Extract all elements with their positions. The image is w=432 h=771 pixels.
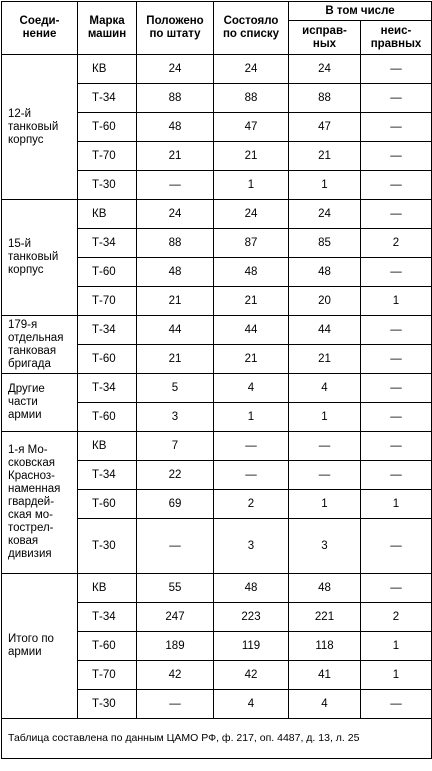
planned-count: 22 (137, 461, 214, 490)
actual-count: 24 (214, 200, 289, 229)
vehicle-model: Т-60 (78, 345, 137, 374)
serviceable-count: 24 (289, 55, 361, 84)
serviceable-count: 48 (289, 258, 361, 287)
planned-count: 88 (137, 229, 214, 258)
actual-count: 1 (214, 171, 289, 200)
actual-count: 223 (214, 603, 289, 632)
planned-count: 21 (137, 142, 214, 171)
planned-count: — (137, 519, 214, 574)
unserviceable-count: — (361, 345, 432, 374)
vehicle-model: Т-70 (78, 661, 137, 690)
planned-count: 69 (137, 490, 214, 519)
planned-count: — (137, 171, 214, 200)
actual-count: 1 (214, 403, 289, 432)
planned-count: 3 (137, 403, 214, 432)
planned-count: 21 (137, 287, 214, 316)
serviceable-count: 44 (289, 316, 361, 345)
vehicle-model: Т-60 (78, 258, 137, 287)
actual-count: 21 (214, 287, 289, 316)
table-row (2, 316, 432, 345)
unserviceable-count: — (361, 574, 432, 603)
unserviceable-count: — (361, 113, 432, 142)
unserviceable-count: — (361, 258, 432, 287)
vehicle-model: Т-34 (78, 603, 137, 632)
planned-count: 21 (137, 345, 214, 374)
planned-count: 48 (137, 258, 214, 287)
vehicle-model: Т-60 (78, 113, 137, 142)
serviceable-count: 48 (289, 574, 361, 603)
unserviceable-count: — (361, 403, 432, 432)
vehicle-model: Т-60 (78, 632, 137, 661)
unit-name: Итого по армии (2, 574, 78, 719)
actual-count: 4 (214, 690, 289, 719)
header-unit: Соеди- нение (2, 2, 78, 55)
unserviceable-count: 1 (361, 661, 432, 690)
vehicle-model: Т-34 (78, 229, 137, 258)
planned-count: — (137, 690, 214, 719)
vehicle-model: Т-60 (78, 403, 137, 432)
table-row (2, 574, 432, 603)
header-serviceable: исправ- ных (289, 21, 361, 55)
table-row (2, 374, 432, 403)
unit-name: 12-й танковый корпус (2, 55, 78, 200)
tank-strength-table (1, 1, 432, 759)
unserviceable-count: 1 (361, 632, 432, 661)
planned-count: 7 (137, 432, 214, 461)
header-planned: Положено по штату (137, 2, 214, 55)
vehicle-model: Т-34 (78, 461, 137, 490)
actual-count: 44 (214, 316, 289, 345)
header-unserviceable: неис- правных (361, 21, 432, 55)
unserviceable-count: — (361, 200, 432, 229)
planned-count: 24 (137, 55, 214, 84)
unserviceable-count: — (361, 374, 432, 403)
serviceable-count: 221 (289, 603, 361, 632)
actual-count: 119 (214, 632, 289, 661)
serviceable-count: 4 (289, 374, 361, 403)
serviceable-count: 1 (289, 403, 361, 432)
vehicle-model: Т-30 (78, 690, 137, 719)
table-body (2, 55, 432, 719)
planned-count: 55 (137, 574, 214, 603)
actual-count: 88 (214, 84, 289, 113)
header-actual: Состояло по списку (214, 2, 289, 55)
serviceable-count: 21 (289, 142, 361, 171)
actual-count: 4 (214, 374, 289, 403)
vehicle-model: КВ (78, 432, 137, 461)
table-row (2, 200, 432, 229)
table-row (2, 432, 432, 461)
actual-count: 2 (214, 490, 289, 519)
actual-count: 21 (214, 142, 289, 171)
planned-count: 24 (137, 200, 214, 229)
unserviceable-count: — (361, 432, 432, 461)
planned-count: 5 (137, 374, 214, 403)
unit-name: 15-й танковый корпус (2, 200, 78, 316)
source-footnote: Таблица составлена по данным ЦАМО РФ, ф. 217, оп. 4487, д. 13, л. 25 (2, 719, 432, 759)
serviceable-count: 21 (289, 345, 361, 374)
unserviceable-count: — (361, 84, 432, 113)
vehicle-model: Т-34 (78, 316, 137, 345)
planned-count: 247 (137, 603, 214, 632)
serviceable-count: 24 (289, 200, 361, 229)
planned-count: 48 (137, 113, 214, 142)
unserviceable-count: 1 (361, 490, 432, 519)
unserviceable-count: 2 (361, 229, 432, 258)
unserviceable-count: — (361, 316, 432, 345)
actual-count: 87 (214, 229, 289, 258)
unserviceable-count: 1 (361, 287, 432, 316)
vehicle-model: Т-70 (78, 142, 137, 171)
actual-count: 24 (214, 55, 289, 84)
planned-count: 44 (137, 316, 214, 345)
actual-count: 48 (214, 258, 289, 287)
unserviceable-count: — (361, 142, 432, 171)
serviceable-count: 118 (289, 632, 361, 661)
vehicle-model: Т-60 (78, 490, 137, 519)
vehicle-model: КВ (78, 55, 137, 84)
vehicle-model: Т-34 (78, 84, 137, 113)
serviceable-count: — (289, 432, 361, 461)
serviceable-count: 1 (289, 490, 361, 519)
unserviceable-count: 2 (361, 603, 432, 632)
table-row (2, 55, 432, 84)
vehicle-model: КВ (78, 200, 137, 229)
planned-count: 42 (137, 661, 214, 690)
actual-count: 48 (214, 574, 289, 603)
vehicle-model: Т-70 (78, 287, 137, 316)
unserviceable-count: — (361, 519, 432, 574)
actual-count: 3 (214, 519, 289, 574)
serviceable-count: 85 (289, 229, 361, 258)
actual-count: 21 (214, 345, 289, 374)
unit-name: Другие части армии (2, 374, 78, 432)
actual-count: 47 (214, 113, 289, 142)
serviceable-count: 3 (289, 519, 361, 574)
serviceable-count: 4 (289, 690, 361, 719)
vehicle-model: Т-34 (78, 374, 137, 403)
unserviceable-count: — (361, 461, 432, 490)
unit-name: 1-я Мо- сковская Красноз- наменная гвардей- ская мо- тострел- ковая дивизия (2, 432, 78, 574)
unserviceable-count: — (361, 690, 432, 719)
actual-count: — (214, 432, 289, 461)
actual-count: — (214, 461, 289, 490)
serviceable-count: 1 (289, 171, 361, 200)
planned-count: 88 (137, 84, 214, 113)
header-including: В том числе (289, 2, 432, 21)
vehicle-model: Т-30 (78, 171, 137, 200)
planned-count: 189 (137, 632, 214, 661)
unit-name: 179-я отдельная танковая бригада (2, 316, 78, 374)
unserviceable-count: — (361, 55, 432, 84)
header-model: Марка машин (78, 2, 137, 55)
vehicle-model: КВ (78, 574, 137, 603)
actual-count: 42 (214, 661, 289, 690)
serviceable-count: — (289, 461, 361, 490)
serviceable-count: 41 (289, 661, 361, 690)
unserviceable-count: — (361, 171, 432, 200)
serviceable-count: 88 (289, 84, 361, 113)
serviceable-count: 20 (289, 287, 361, 316)
vehicle-model: Т-30 (78, 519, 137, 574)
serviceable-count: 47 (289, 113, 361, 142)
